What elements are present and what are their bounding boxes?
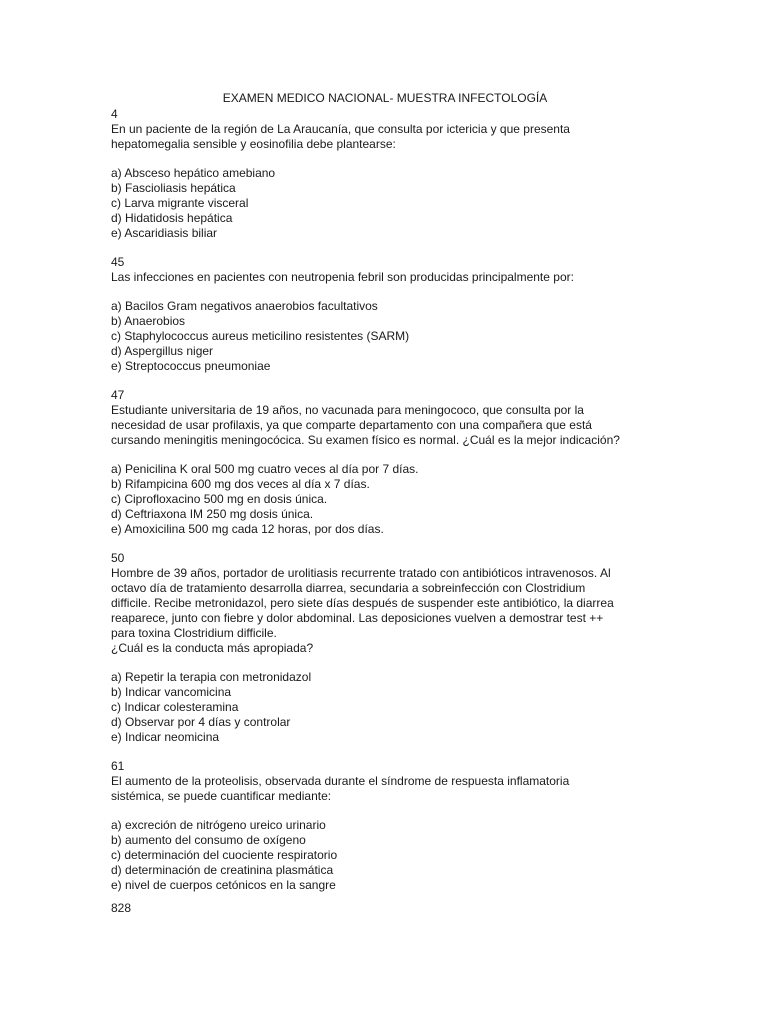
document-page [111,91,671,916]
question-stem-line: difficile. Recibe metronidazol, pero siete días después de suspender este antibiótico, la diarrea [111,596,614,610]
answer-option: a) excreción de nitrógeno ureico urinario [111,818,326,832]
question-stem-line: cursando meningitis meningocócica. Su examen físico es normal. ¿Cuál es la mejor indicación? [111,433,620,447]
question-61 [111,759,671,893]
answer-option: c) determinación del cuociente respiratorio [111,848,338,862]
answer-option: e) Indicar neomicina [111,730,220,744]
answer-option: e) nivel de cuerpos cetónicos en la sangre [111,878,336,892]
question-stem-line: El aumento de la proteolisis, observada durante el síndrome de respuesta inflamatoria [111,774,570,788]
answer-option: d) Ceftriaxona IM 250 mg dosis única. [111,507,314,521]
question-4 [111,107,671,241]
answer-option: e) Streptococcus pneumoniae [111,359,271,373]
question-45 [111,255,671,374]
answer-option: c) Staphylococcus aureus meticilino resistentes (SARM) [111,329,410,343]
question-stem-line: ¿Cuál es la conducta más apropiada? [111,641,314,655]
answer-option: b) Rifampicina 600 mg dos veces al día x 7 días. [111,477,370,491]
document-title: EXAMEN MEDICO NACIONAL- MUESTRA INFECTOLOGÍA [222,91,548,105]
answer-option: b) Fascioliasis hepática [111,181,236,195]
answer-option: b) aumento del consumo de oxígeno [111,833,306,847]
question-stem-line: octavo día de tratamiento desarrolla diarrea, secundaria a sobreinfección con Clostridium [111,581,586,595]
question-stem-line: Las infecciones en pacientes con neutropenia febril son producidas principalmente por: [111,270,574,284]
question-number: 47 [111,388,125,402]
question-number: 45 [111,255,125,269]
answer-option: d) Observar por 4 días y controlar [111,715,291,729]
answer-option: d) Hidatidosis hepática [111,211,233,225]
answer-option: d) determinación de creatinina plasmática [111,863,334,877]
question-stem-line: reaparece, junto con fiebre y dolor abdominal. Las deposiciones vuelven a demostrar test ++ [111,611,604,625]
question-stem-line: En un paciente de la región de La Araucanía, que consulta por ictericia y que presenta [111,122,570,136]
question-stem-line: para toxina Clostridium difficile. [111,626,277,640]
question-stem-line: hepatomegalia sensible y eosinofilia debe plantearse: [111,137,396,151]
question-number: 4 [111,107,118,121]
answer-option: a) Bacilos Gram negativos anaerobios facultativos [111,299,378,313]
answer-option: b) Anaerobios [111,314,186,328]
answer-option: c) Ciprofloxacino 500 mg en dosis única. [111,492,328,506]
answer-option: a) Repetir la terapia con metronidazol [111,670,312,684]
answer-option: c) Larva migrante visceral [111,196,249,210]
question-number: 50 [111,551,125,565]
answer-option: c) Indicar colesteramina [111,700,239,714]
question-number: 61 [111,759,125,773]
question-stem-line: sistémica, se puede cuantificar mediante: [111,789,332,803]
question-stem-line: Hombre de 39 años, portador de urolitiasis recurrente tratado con antibióticos intravenosos. Al [111,566,611,580]
answer-option: a) Penicilina K oral 500 mg cuatro veces al día por 7 días. [111,462,419,476]
answer-option: b) Indicar vancomicina [111,685,232,699]
answer-option: d) Aspergillus niger [111,344,214,358]
answer-option: e) Amoxicilina 500 mg cada 12 horas, por dos días. [111,522,384,536]
question-50 [111,551,671,745]
answer-option: a) Absceso hepático amebiano [111,166,276,180]
answer-option: e) Ascaridiasis biliar [111,226,218,240]
question-47 [111,388,671,537]
page-number: 828 [111,901,132,915]
question-stem-line: necesidad de usar profilaxis, ya que comparte departamento con una compañera que está [111,418,592,432]
question-stem-line: Estudiante universitaria de 19 años, no vacunada para meningococo, que consulta por la [111,403,584,417]
